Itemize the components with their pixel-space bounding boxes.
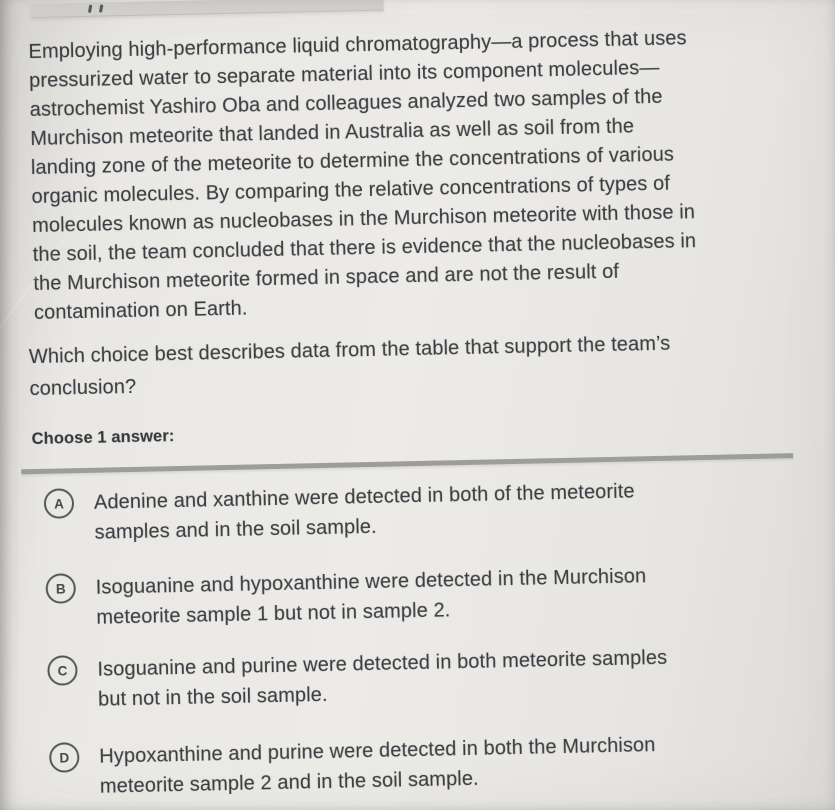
choice-text-line: samples and in the soil sample. — [94, 515, 377, 544]
answer-choice-c[interactable] — [47, 643, 668, 716]
radio-choice-d[interactable]: D — [49, 742, 80, 773]
passage-line: organic molecules. By comparing the relative concentrations of types of — [31, 172, 671, 209]
answers-divider — [21, 453, 793, 474]
answer-choice-a[interactable] — [44, 476, 636, 548]
cutoff-text-mark — [99, 4, 103, 12]
choose-answer-label: Choose 1 answer: — [31, 427, 175, 449]
passage-line: molecules known as nucleobases in the Murchison meteorite with those in — [31, 201, 696, 238]
choice-text-line: but not in the soil sample. — [97, 683, 328, 711]
choice-a-text — [94, 476, 636, 547]
passage-line: Murchison meteorite that landed in Australia as well as soil from the — [30, 115, 635, 151]
choice-text-line: meteorite sample 1 but not in sample 2. — [96, 599, 451, 629]
choice-b-text — [95, 561, 647, 633]
choice-text-line: meteorite sample 2 and in the soil sample. — [99, 767, 479, 798]
passage-line: the soil, the team concluded that there is evidence that the nucleobases in — [32, 230, 697, 267]
choice-text-line: Hypoxanthine and purine were detected in both the Murchison — [99, 734, 656, 768]
passage-line: Employing high-performance liquid chromatography—a process that uses — [28, 27, 687, 64]
question-line: conclusion? — [29, 375, 137, 401]
answer-choice-b[interactable] — [45, 561, 647, 634]
radio-choice-b[interactable]: B — [45, 573, 76, 604]
passage-line: the Murchison meteorite formed in space and are not the result of — [33, 260, 620, 296]
radio-choice-a[interactable]: A — [44, 488, 75, 519]
choice-d-text — [99, 730, 656, 802]
radio-choice-c[interactable]: C — [47, 655, 78, 686]
answer-choice-d[interactable] — [49, 730, 656, 803]
passage-line: landing zone of the meteorite to determine the concentrations of various — [30, 143, 675, 180]
choice-text-line: Isoguanine and hypoxanthine were detected in the Murchison — [95, 565, 647, 599]
passage-line: contamination on Earth. — [33, 297, 248, 324]
question-text — [29, 328, 672, 405]
passage-text — [28, 24, 697, 328]
passage-line: pressurized water to separate material into its component molecules— — [28, 56, 660, 93]
question-line: Which choice best describes data from the table that support the team’s — [28, 332, 671, 369]
cutoff-text-mark — [88, 5, 92, 13]
choice-c-text — [97, 643, 668, 715]
choice-text-line: Adenine and xanthine were detected in both of the meteorite — [93, 480, 635, 514]
table-bottom-edge — [32, 0, 384, 18]
choice-text-line: Isoguanine and purine were detected in both meteorite samples — [97, 646, 668, 681]
passage-line: astrochemist Yashiro Oba and colleagues analyzed two samples of the — [29, 85, 663, 122]
